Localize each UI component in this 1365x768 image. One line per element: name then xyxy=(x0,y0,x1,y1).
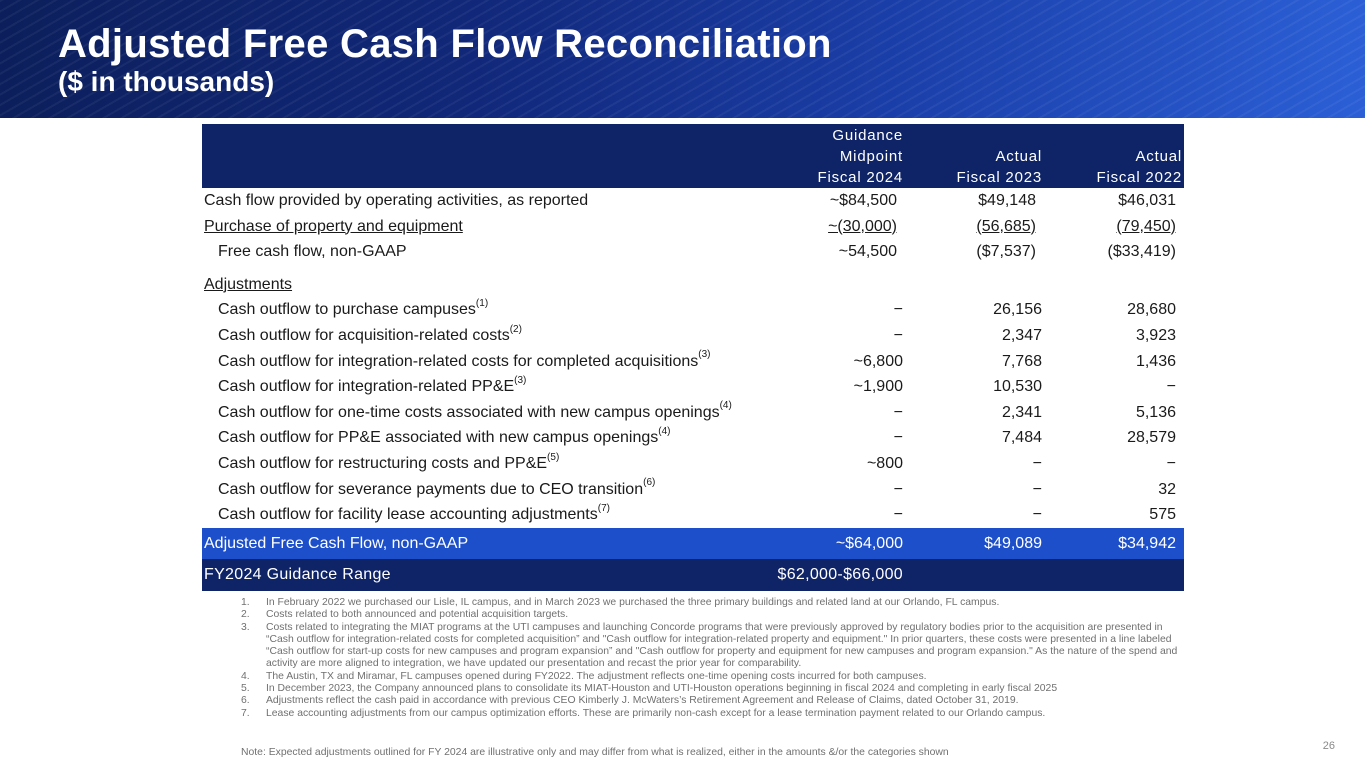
page-title: Adjusted Free Cash Flow Reconciliation xyxy=(58,22,832,66)
cell-fiscal-2022: − xyxy=(1166,378,1176,396)
cell-guidance: − xyxy=(893,480,903,498)
table-row xyxy=(202,188,1184,214)
row-spacer xyxy=(202,265,1184,272)
total-label: Adjusted Free Cash Flow, non-GAAP xyxy=(204,534,469,552)
table-row xyxy=(202,502,1184,528)
row-label: Cash outflow for integration-related costs for completed acquisitions$^{(3)}$ xyxy=(218,349,711,370)
cell-fiscal-2023: 2,347 xyxy=(1001,326,1042,344)
cell-fiscal-2023: − xyxy=(1032,480,1042,498)
cell-guidance: ~54,500 xyxy=(838,243,897,261)
cell-fiscal-2023: − xyxy=(1032,454,1042,472)
total-row xyxy=(202,528,1184,559)
table-row xyxy=(202,425,1184,451)
cell-fiscal-2022: ($33,419) xyxy=(1107,243,1176,261)
cell-fiscal-2022: − xyxy=(1166,454,1176,472)
table-row xyxy=(202,272,1184,298)
footnote-ref: (1) xyxy=(475,298,489,310)
guidance-range-value: $62,000-$66,000 xyxy=(777,565,903,583)
cell-guidance: ~6,800 xyxy=(853,352,903,370)
row-label: Cash outflow for acquisition-related costs$^{(2)}$ xyxy=(218,323,522,344)
footnote-ref: (4) xyxy=(658,426,671,438)
cell-fiscal-2022: 3,923 xyxy=(1135,326,1176,344)
row-label: Cash outflow for PP&E associated with new campus openings$^{(4)}$ xyxy=(218,426,671,447)
table-row xyxy=(202,374,1184,400)
cell-fiscal-2022: 32 xyxy=(1158,480,1176,498)
page-number: 26 xyxy=(1322,740,1335,752)
column-header-fiscal-2022: Actual Fiscal 2022 xyxy=(1096,148,1182,186)
cell-guidance: − xyxy=(893,403,903,421)
cell-fiscal-2022: 1,436 xyxy=(1135,352,1176,370)
row-label: Cash outflow for restructuring costs and $PP\&E^{(5)}$ xyxy=(218,451,560,472)
total-fiscal-2022: $34,942 xyxy=(1118,534,1176,552)
table-row xyxy=(202,214,1184,240)
table-row xyxy=(202,323,1184,349)
cell-fiscal-2023: 7,768 xyxy=(1001,352,1042,370)
cell-fiscal-2022: 28,680 xyxy=(1127,301,1176,319)
guidance-range-row xyxy=(202,559,1184,591)
reconciliation-table xyxy=(202,124,1184,591)
table-row xyxy=(202,400,1184,426)
cell-fiscal-2023: (56,685) xyxy=(976,217,1036,235)
footnote-item: 5. In December 2023, the Company announced plans to consolidate its MIAT-Houston and UTI-Houston operations beginning in fiscal 2024 and completing in early fiscal 2025 xyxy=(241,683,1058,695)
row-label: Purchase of property and equipment xyxy=(204,217,463,235)
row-label: Cash outflow for severance payments due to CEO transition$^{(6)}$ xyxy=(218,477,656,498)
row-label: Cash outflow to purchase campuses$^{(1)}$ xyxy=(218,298,489,319)
row-label: Cash flow provided by operating activities, as reported xyxy=(204,192,589,209)
cell-guidance: ~$84,500 xyxy=(829,192,897,209)
cell-guidance: − xyxy=(893,301,903,319)
cell-fiscal-2022: 5,136 xyxy=(1135,403,1176,421)
cell-fiscal-2023: 10,530 xyxy=(993,378,1042,396)
cell-fiscal-2023: − xyxy=(1032,506,1042,524)
footnote-item: 2. Costs related to both announced and potential acquisition targets. xyxy=(241,609,569,621)
footnote-ref: (6) xyxy=(643,477,656,489)
footnote-item: 6. Adjustments reflect the cash paid in accordance with previous CEO Kimberly J. McWaters’s Retirement Agreement and Release of Claims, dated October 31, 2019. xyxy=(241,695,1019,707)
total-fiscal-2023: $49,089 xyxy=(984,534,1042,552)
cell-fiscal-2022: $46,031 xyxy=(1118,192,1176,209)
page-subtitle: ($ in thousands) xyxy=(58,66,275,97)
footnote-item: 3. Costs related to integrating the MIAT programs at the UTI campuses and launching Concorde programs that were previously approved by regulatory bodies prior to the acquisition are presented in “Cash outflow for integration-related costs for completed acquisition” and "Cash outflow for integration-related property and equipment." In prior quarters, these costs were presented in a line labeled “Cash outflow for start-up costs for new campuses and program expansion” and "Cash outflow for property and equipment for new campuses and program expansion." As the nature of the spend and activity are more aligned to integration, we have updated our presentation and recast the prior year for comparability. xyxy=(241,621,1178,670)
table-row xyxy=(202,477,1184,503)
disclaimer-note: Note: Expected adjustments outlined for FY 2024 are illustrative only and may differ from what is realized, either in the amounts &/or the categories shown xyxy=(241,747,949,758)
row-label: Cash outflow for one-time costs associated with new campus openings$^{(4)}$ xyxy=(218,400,732,421)
row-label: Cash outflow for integration-related $PP\&E^{(3)}$ xyxy=(218,374,527,396)
table-row xyxy=(202,349,1184,375)
cell-fiscal-2023: 2,341 xyxy=(1001,403,1042,421)
footnote-item: 1. In February 2022 we purchased our Lisle, IL campus, and in March 2023 we purchased the three primary buildings and related land at our Orlando, FL campus. xyxy=(241,597,1000,608)
column-header-guidance: Guidance Midpoint Fiscal 2024 xyxy=(817,127,903,186)
footnote-item: 4. The Austin, TX and Miramar, FL campuses opened during FY2022. The adjustment reflects one-time opening costs incurred for both campuses. xyxy=(241,670,927,682)
row-label: Free cash flow, non-GAAP xyxy=(218,243,407,261)
footnote-ref: (3) xyxy=(698,349,711,361)
cell-fiscal-2023: 26,156 xyxy=(993,301,1042,319)
table-header xyxy=(202,124,1184,188)
footnote-ref: (3) xyxy=(514,374,527,386)
guidance-range-label: FY2024 Guidance Range xyxy=(204,565,391,583)
cell-guidance: − xyxy=(893,506,903,524)
cell-guidance: ~1,900 xyxy=(853,378,903,396)
cell-fiscal-2023: 7,484 xyxy=(1001,429,1042,447)
footnotes-list xyxy=(241,597,1191,720)
total-guidance: ~$64,000 xyxy=(835,534,903,552)
table-row xyxy=(202,297,1184,323)
table-row xyxy=(202,239,1184,265)
cell-fiscal-2022: 28,579 xyxy=(1127,429,1176,447)
cell-guidance: ~(30,000) xyxy=(828,217,897,235)
cell-fiscal-2022: (79,450) xyxy=(1116,217,1176,235)
footnote-ref: (7) xyxy=(597,502,610,514)
cell-fiscal-2022: 575 xyxy=(1149,506,1176,524)
row-label: Cash outflow for facility lease accounting adjustments$^{(7)}$ xyxy=(218,502,610,524)
header-banner xyxy=(0,0,1365,118)
cell-guidance: ~800 xyxy=(866,454,903,472)
table-row xyxy=(202,451,1184,477)
footnote-ref: (2) xyxy=(509,323,522,335)
cell-fiscal-2023: $49,148 xyxy=(978,192,1036,209)
cell-guidance: − xyxy=(893,326,903,344)
footnote-ref: (4) xyxy=(719,400,732,412)
footnote-ref: (5) xyxy=(547,451,560,463)
column-header-fiscal-2023: Actual Fiscal 2023 xyxy=(956,148,1042,186)
cell-guidance: − xyxy=(893,429,903,447)
cell-fiscal-2023: ($7,537) xyxy=(976,243,1036,261)
section-label-adjustments: Adjustments xyxy=(204,275,293,293)
footnote-item: 7. Lease accounting adjustments from our campus optimization efforts. These are primarily non-cash except for a lease termination payment related to our Orlando campus. xyxy=(241,707,1046,719)
